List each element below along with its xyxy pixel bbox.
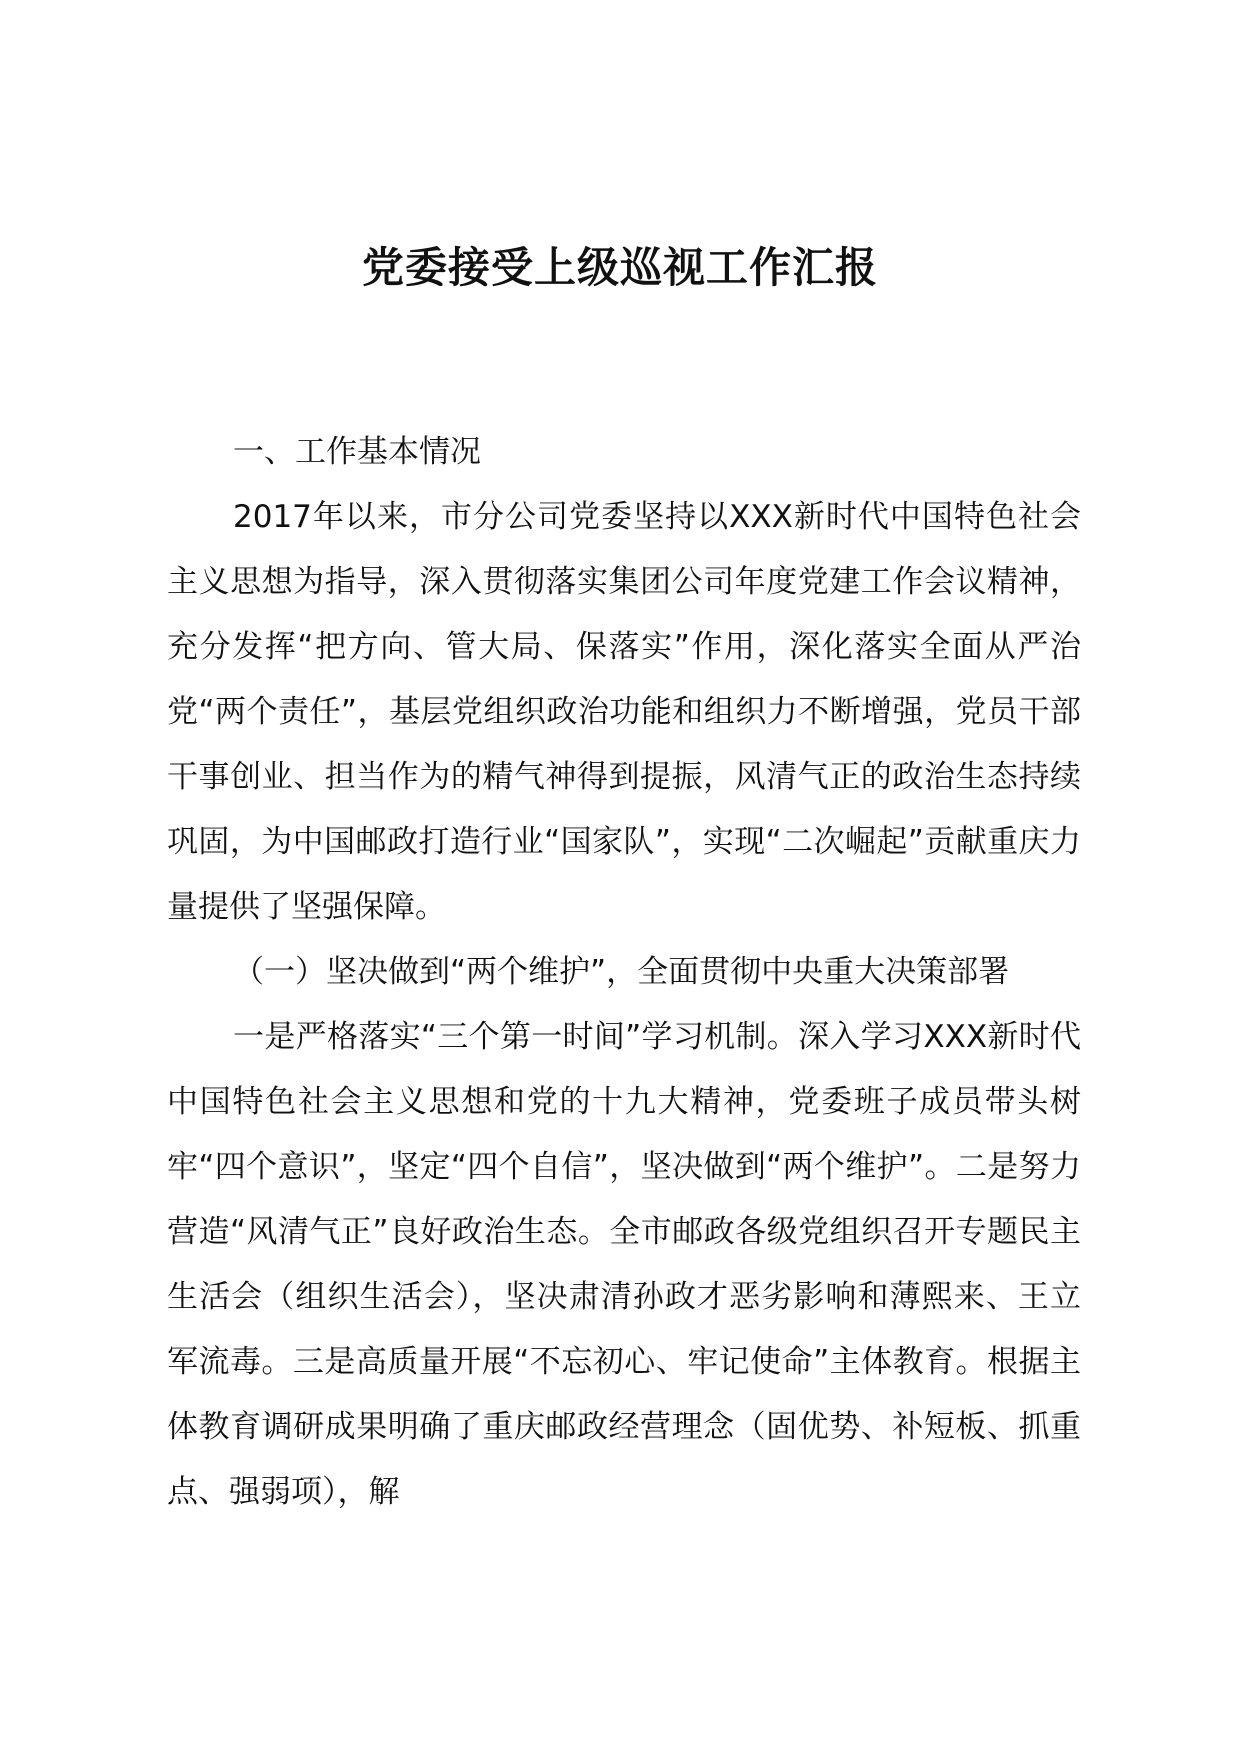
section-heading: 一、工作基本情况 <box>233 434 481 470</box>
paragraph: 一是严格落实“三个第一时间”学习机制。深入学习XXX新时代中国特色社会主义思想和党的十九大精神，党委班子成员带头树牢“四个意识”，坚定“四个自信”，坚决做到“两个维护”。二是努力营造“风清气正”良好政治生态。全市邮政各级党组织召开专题民主生活会（组织生活会），坚决肃清孙政才恶劣影响和薄熙来、王立军流毒。三是高质量开展“不忘初心、牢记使命”主体教育。根据主体教育调研成果明确了重庆邮政经营理念（固优势、补短板、抓重点、强弱项），解 <box>167 1019 1081 1510</box>
subheading: （一）坚决做到“两个维护”，全面贯彻中央重大决策部署 <box>233 954 1010 990</box>
document-title: 党委接受上级巡视工作汇报 <box>361 243 878 292</box>
paragraph: 2017年以来，市分公司党委坚持以XXX新时代中国特色社会主义思想为指导，深入贯彻落实集团公司年度党建工作会议精神，充分发挥“把方向、管大局、保落实”作用，深化落实全面从严治党“两个责任”，基层党组织政治功能和组织力不断增强，党员干部干事创业、担当作为的精气神得到提振，风清气正的政治生态持续巩固，为中国邮政打造行业“国家队”，实现“二次崛起”贡献重庆力量提供了坚强保障。 <box>167 499 1081 925</box>
document-body <box>167 420 1081 1525</box>
